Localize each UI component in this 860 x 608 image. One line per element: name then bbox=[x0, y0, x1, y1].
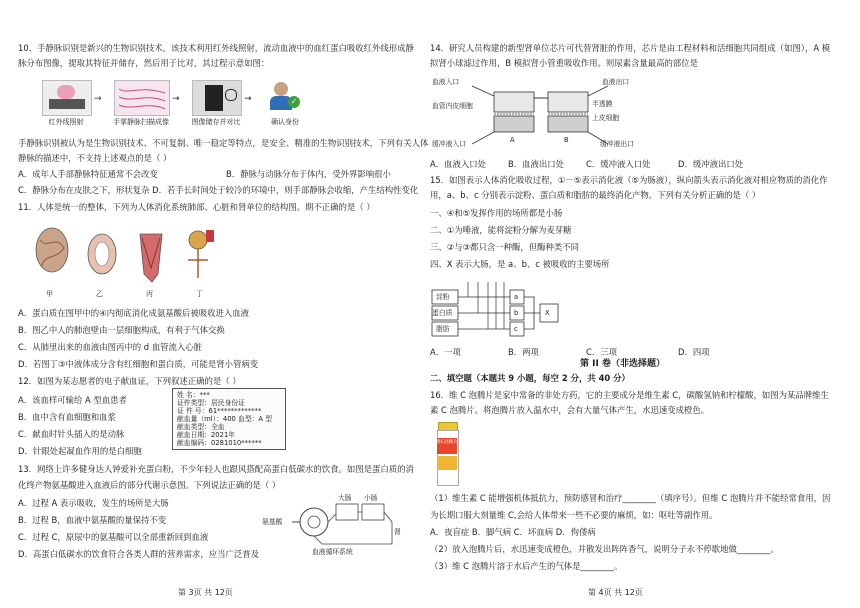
step-label: 手掌静脉扫描成像 bbox=[113, 118, 169, 126]
blood-donation-card bbox=[172, 388, 286, 450]
card-blood-volume: 献血量（ml）：400 血型：A 型 bbox=[177, 415, 273, 423]
q16-part-2: （2）放入泡腾片后，水迅速变成橙色，并散发出阵阵香气，说明分子永不停歇地做________。 bbox=[430, 544, 779, 554]
fig-label-a: A bbox=[510, 136, 515, 144]
identity-confirmed-image bbox=[264, 80, 306, 114]
fig-blood-outlet: 血液出口 bbox=[602, 78, 630, 86]
page-footer-4: 第 4页 共 12页 bbox=[588, 588, 643, 597]
q16-part-1-b: 为长期口服大剂量维 C,会给人体带来一些不必要的麻烦，如：呕吐等副作用。 bbox=[430, 510, 718, 520]
q12-option-c: C．献血时针头插入的是动脉 bbox=[18, 429, 125, 439]
vein-scan-image bbox=[114, 80, 170, 116]
fig-label-b: B bbox=[564, 136, 569, 144]
card-id-type: 证件类型：居民身份证 bbox=[177, 399, 245, 407]
page-4 bbox=[430, 0, 850, 608]
fig-fat: 脂肪 bbox=[436, 325, 450, 333]
checkmark-icon: ✓ bbox=[288, 96, 300, 108]
step-label: 确认身份 bbox=[271, 118, 299, 126]
q10-stem-2: 脉分布图像，提取其特征并储存，然后用于比对，其过程示意如图： bbox=[18, 58, 270, 68]
fig-label-jia: 甲 bbox=[46, 290, 53, 298]
fig-starch: 淀粉 bbox=[436, 293, 450, 301]
q15-statement-1: 一、④和⑤发挥作用的场所都是小肠 bbox=[430, 208, 563, 218]
storage-image bbox=[192, 80, 242, 116]
fig-circulation: 血液循环系统 bbox=[312, 548, 353, 556]
arrow-icon: → bbox=[172, 94, 180, 104]
fig-endothelium: 血管内皮细胞 bbox=[432, 102, 473, 110]
q15-option-c: C．三项 bbox=[586, 347, 617, 357]
q11-option-c: C．从肺里出来的血液由图丙中的 d 血管流入心脏 bbox=[18, 342, 202, 352]
card-id-number: 证 件 号：61************* bbox=[177, 407, 262, 415]
q13-option-d: D．高蛋白低碳水的饮食符合各类人群的营养需求，应当广泛普及 bbox=[18, 549, 259, 559]
fig-a: a bbox=[514, 293, 519, 301]
fig-epithelium: 上皮细胞 bbox=[592, 114, 620, 122]
q10-stem-3: 手静脉识别被认为是生物识别技术、不可复制、唯一稳定等特点，是安全、精准的生物识别技术，下列有关人体 bbox=[18, 138, 429, 148]
fig-x: X bbox=[545, 309, 550, 317]
tube-label: 维C泡腾片 bbox=[436, 440, 458, 445]
q14-option-d: D．缓冲液出口处 bbox=[678, 159, 744, 169]
step-label: 图像储存并对比 bbox=[191, 118, 241, 126]
fig-label-yi: 乙 bbox=[96, 290, 103, 298]
q15-statement-3: 三、②与③都只含一种酶，但酶种类不同 bbox=[430, 242, 580, 252]
organ-diagrams bbox=[30, 220, 230, 290]
q10-option-cd: C．静脉分布在皮肤之下，形状复杂 D．若手长时间处于较冷的环境中，则手部静脉会收缩，产生结构性变化 bbox=[18, 185, 419, 195]
fig-buffer-outlet: 缓冲液出口 bbox=[600, 140, 634, 148]
q15-option-b: B．两项 bbox=[508, 347, 539, 357]
q14-option-c: C．缓冲液入口处 bbox=[586, 159, 651, 169]
q13-option-a: A．过程 A 表示吸收，发生的场所是大肠 bbox=[18, 498, 169, 508]
q16-part-3: （3）维 C 泡腾片溶于水后产生的气体是________。 bbox=[430, 561, 623, 571]
q16-options: A．夜盲症 B．脚气病 C．坏血病 D．佝偻病 bbox=[430, 527, 596, 537]
q16-stem-2: 素 C 泡腾片。将泡腾片放入温水中，会有大量气体产生，水迅速变成橙色。 bbox=[430, 405, 710, 415]
q14-option-b: B．血液出口处 bbox=[508, 159, 564, 169]
fig-small-intestine: 小肠 bbox=[364, 494, 378, 502]
arrow-icon: → bbox=[94, 94, 102, 104]
q10-stem-1: 10、手静脉识别是新兴的生物识别技术，该技术利用红外线照射，流动血液中的血红蛋白吸收红外线形成静 bbox=[18, 43, 414, 53]
part-2-subtitle: 二、填空题（本题共 9 小题，每空 2 分，共 40 分） bbox=[430, 373, 630, 383]
q11-option-a: A．蛋白质在图甲中的④内彻底消化成氨基酸后被吸收进入血液 bbox=[18, 308, 249, 318]
q15-stem-2: 用，a、b、c 分别表示淀粉、蛋白质和脂肪的最终消化产物。下列有关分析正确的是（ ） bbox=[430, 190, 761, 200]
q13-option-b: B．过程 B，血液中氨基酸的量保持不变 bbox=[18, 515, 167, 525]
fig-amino-acid: 氨基酸 bbox=[262, 518, 283, 526]
card-date: 献血日期：2021年 bbox=[177, 431, 236, 439]
q12-stem: 12．如图为某志愿者的电子献血证，下列叙述正确的是（ ） bbox=[18, 376, 241, 386]
q15-statement-4: 四、X 表示大肠，是 a、b、c 被吸收的主要场所 bbox=[430, 259, 610, 269]
q12-option-b: B．血中含有血细胞和血浆 bbox=[18, 412, 116, 422]
card-name: 姓 名：*** bbox=[177, 391, 210, 399]
q14-figure bbox=[432, 78, 652, 154]
vitamin-c-tube-image bbox=[432, 422, 462, 486]
q16-stem-1: 16．维 C 泡腾片是家中常备的非处方药，它的主要成分是维生素 C，碳酸氢钠和柠檬酸，如图为某品牌维生 bbox=[430, 390, 829, 400]
fig-label-bing: 丙 bbox=[146, 290, 153, 298]
q15-option-a: A．一项 bbox=[430, 347, 461, 357]
fig-b: b bbox=[514, 309, 519, 317]
q16-part-1-a: （1）维生素 C 能增强机体抵抗力，预防感冒和治疗________（填序号）。但维 C 泡腾片并不能经常食用，因 bbox=[430, 493, 831, 503]
fig-c: c bbox=[514, 325, 518, 333]
q11-option-b: B．图乙中人的肺泡壁由一层细胞构成，有利于气体交换 bbox=[18, 325, 225, 335]
page-footer-3: 第 3页 共 12页 bbox=[178, 588, 233, 597]
card-code: 献血编码：0281010****** bbox=[177, 439, 262, 447]
q13-figure bbox=[262, 494, 412, 560]
q13-stem-2: 化终产物氨基酸进入血液后的部分代谢示意图。下列说法正确的是（ ） bbox=[18, 480, 281, 490]
q10-stem-4: 静脉的描述中，不支持上述观点的是（ ） bbox=[18, 153, 172, 163]
q13-stem-1: 13．网络上许多健身达人钟爱补充蛋白粉，不少年轻人也跟风搭配高蛋白低碳水的饮食。如图是蛋白质的消 bbox=[18, 464, 414, 474]
fig-large-intestine: 大肠 bbox=[338, 494, 352, 502]
q10-option-a: A．成年人手部静脉特征通常不会改变 bbox=[18, 169, 158, 179]
fig-protein: 蛋白质 bbox=[432, 309, 453, 317]
q10-option-b: B．静脉与动脉分布于体内，受外界影响很小 bbox=[226, 169, 391, 179]
q14-stem-1: 14．研究人员构建的新型肾单位芯片可代替肾脏的作用，芯片是由工程材料和活细胞共同组成（如图），A 模 bbox=[430, 43, 831, 53]
fig-kidney: 肾 bbox=[394, 528, 401, 536]
page-3 bbox=[0, 0, 429, 608]
q12-option-d: D．针眼处起凝血作用的是白细胞 bbox=[18, 446, 142, 456]
q12-option-a: A．该血样可输给 A 型血患者 bbox=[18, 395, 127, 405]
q11-figure bbox=[30, 220, 230, 302]
q15-stem-1: 15．如图表示人体消化吸收过程，①－⑤表示消化液（⑤为肠液），纵向箭头表示消化液对相应物质的消化作 bbox=[430, 175, 828, 185]
q15-figure bbox=[430, 278, 580, 340]
q14-option-a: A．血液入口处 bbox=[430, 159, 486, 169]
fig-blood-inlet: 血液入口 bbox=[432, 78, 460, 86]
q15-option-d: D．四项 bbox=[678, 347, 710, 357]
q13-option-c: C．过程 C，原尿中的氨基酸可以全部重新回到血液 bbox=[18, 532, 209, 542]
fig-buffer-inlet: 缓冲液入口 bbox=[432, 140, 466, 148]
q11-stem: 11．人体是统一的整体，下列为人体消化系统肺部、心脏和肾单位的结构图。期不正确的是（ ） bbox=[18, 202, 375, 212]
q15-statement-2: 二、①为唾液，能将淀粉分解为麦芽糖 bbox=[430, 225, 572, 235]
arrow-icon: → bbox=[244, 94, 252, 104]
q10-figure bbox=[42, 80, 372, 132]
step-label: 红外线照射 bbox=[48, 118, 84, 126]
fig-membrane: 半透膜 bbox=[592, 100, 613, 108]
q14-stem-2: 拟肾小球滤过作用，B 模拟肾小管重吸收作用。则尿素含量最高的部位是 bbox=[430, 58, 699, 68]
infrared-image bbox=[42, 80, 92, 116]
q11-option-d: D．若图丁③中液体成分含有红细胞和蛋白质，可能是肾小管病变 bbox=[18, 359, 259, 369]
part-2-title: 第 II 卷（非选择题） bbox=[580, 359, 665, 369]
fig-label-ding: 丁 bbox=[196, 290, 203, 298]
card-donation-type: 献血类型：全血 bbox=[177, 423, 225, 431]
